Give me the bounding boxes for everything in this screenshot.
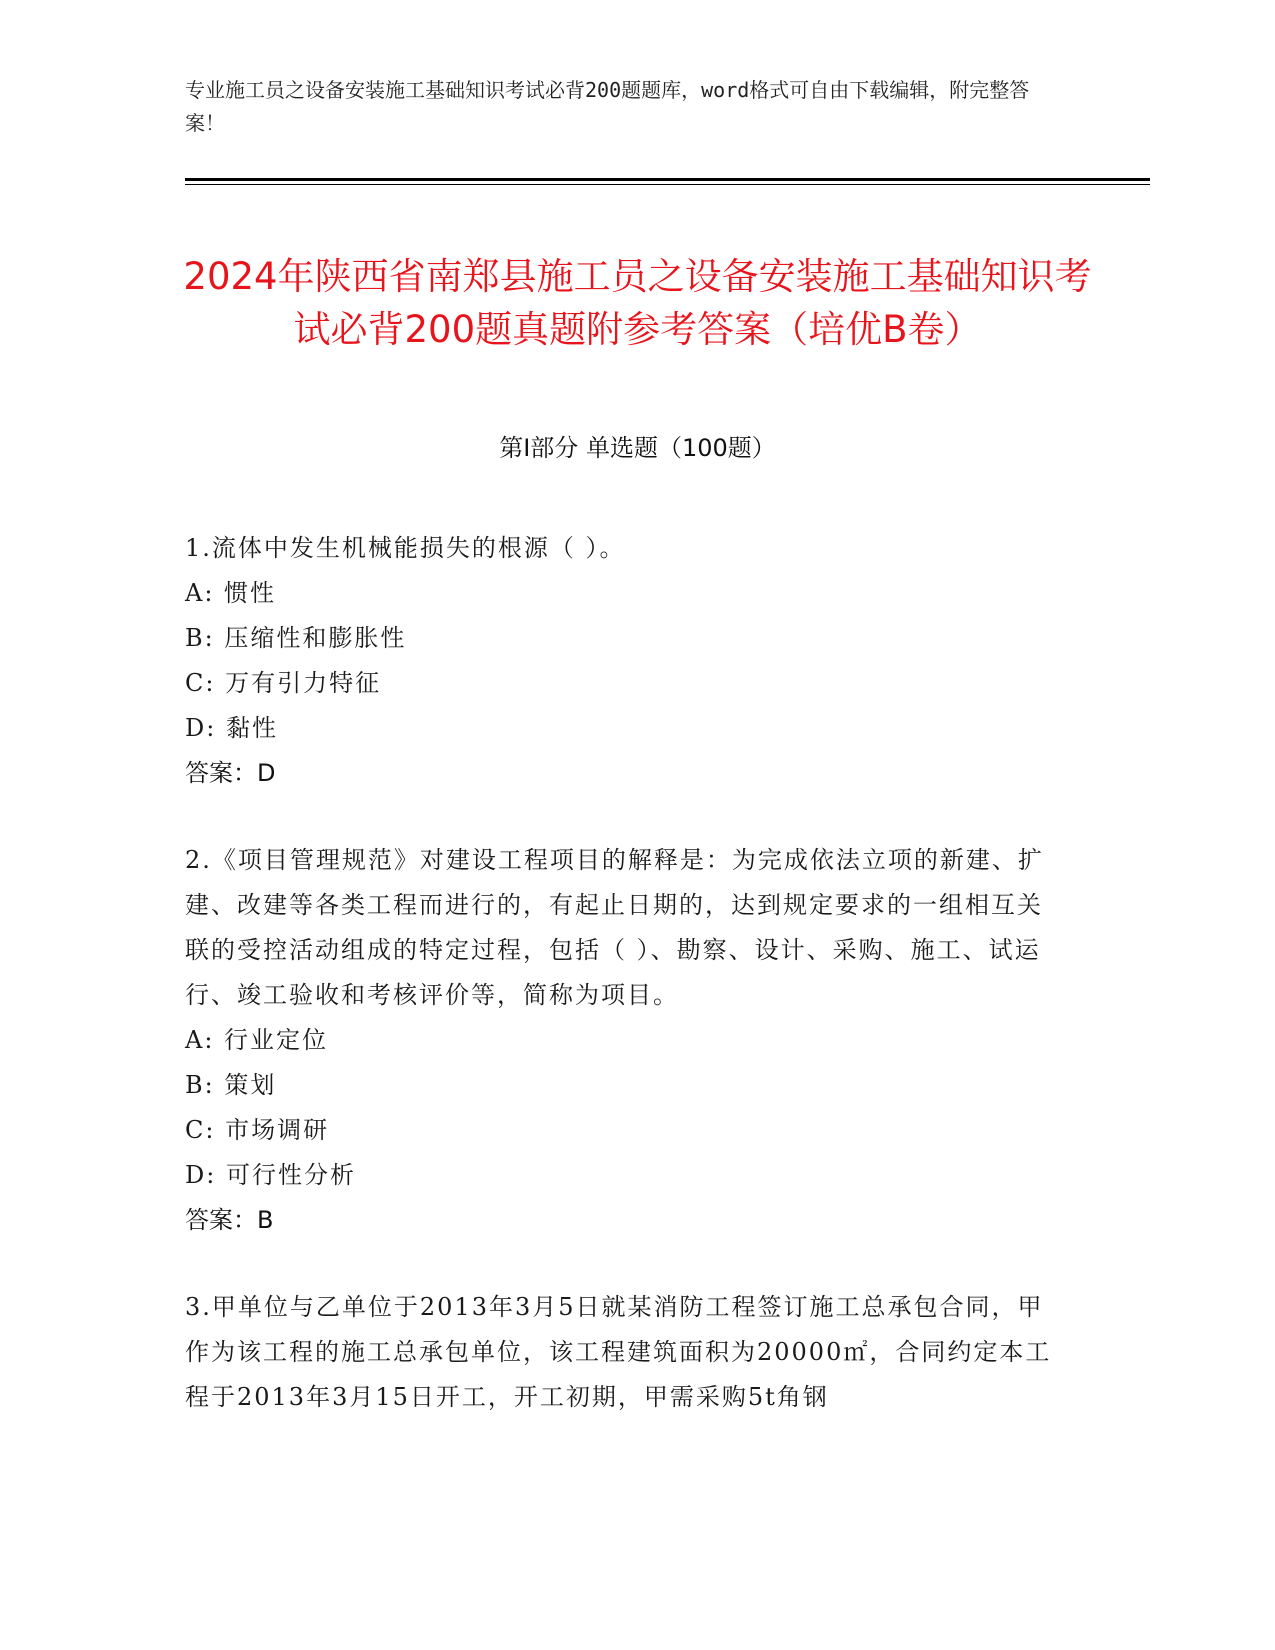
- option-a: A: 行业定位: [185, 1026, 329, 1054]
- question-1: [185, 526, 1055, 796]
- header-divider-thin: [185, 184, 1150, 185]
- question-3: [185, 1285, 1055, 1420]
- answer-text: 答案：D: [185, 759, 276, 787]
- question-stem: 1.流体中发生机械能损失的根源（ ）。: [185, 534, 626, 562]
- question-list: [185, 526, 1055, 1462]
- question-stem: 3.甲单位与乙单位于2013年3月5日就某消防工程签订施工总承包合同，甲作为该工程的施工总承包单位，该工程建筑面积为20000㎡，合同约定本工程于2013年3月15日开工，开工初期，甲需采购5t角钢: [185, 1293, 1052, 1411]
- document-title: 2024年陕西省南郑县施工员之设备安装施工基础知识考试必背200题真题附参考答案（培优B卷）: [183, 254, 1092, 351]
- section-title: 第Ⅰ部分 单选题（100题）: [499, 434, 776, 462]
- question-2: [185, 838, 1055, 1243]
- option-d: D: 黏性: [185, 714, 278, 742]
- option-c: C: 市场调研: [185, 1116, 330, 1144]
- option-d: D: 可行性分析: [185, 1161, 356, 1189]
- header-divider-thick: [185, 178, 1150, 181]
- option-b: B: 策划: [185, 1071, 277, 1099]
- option-a: A: 惯性: [185, 579, 277, 607]
- question-stem: 2.《项目管理规范》对建设工程项目的解释是：为完成依法立项的新建、扩建、改建等各类工程而进行的，有起止日期的，达到规定要求的一组相互关联的受控活动组成的特定过程，包括（ ）、勘察、设计、采购、施工、试运行、竣工验收和考核评价等，简称为项目。: [185, 846, 1044, 1009]
- header-note: 专业施工员之设备安装施工基础知识考试必背200题题库，word格式可自由下载编辑，附完整答案！: [185, 78, 1030, 135]
- option-b: B: 压缩性和膨胀性: [185, 624, 407, 652]
- answer-text: 答案：B: [185, 1206, 274, 1234]
- option-c: C: 万有引力特征: [185, 669, 382, 697]
